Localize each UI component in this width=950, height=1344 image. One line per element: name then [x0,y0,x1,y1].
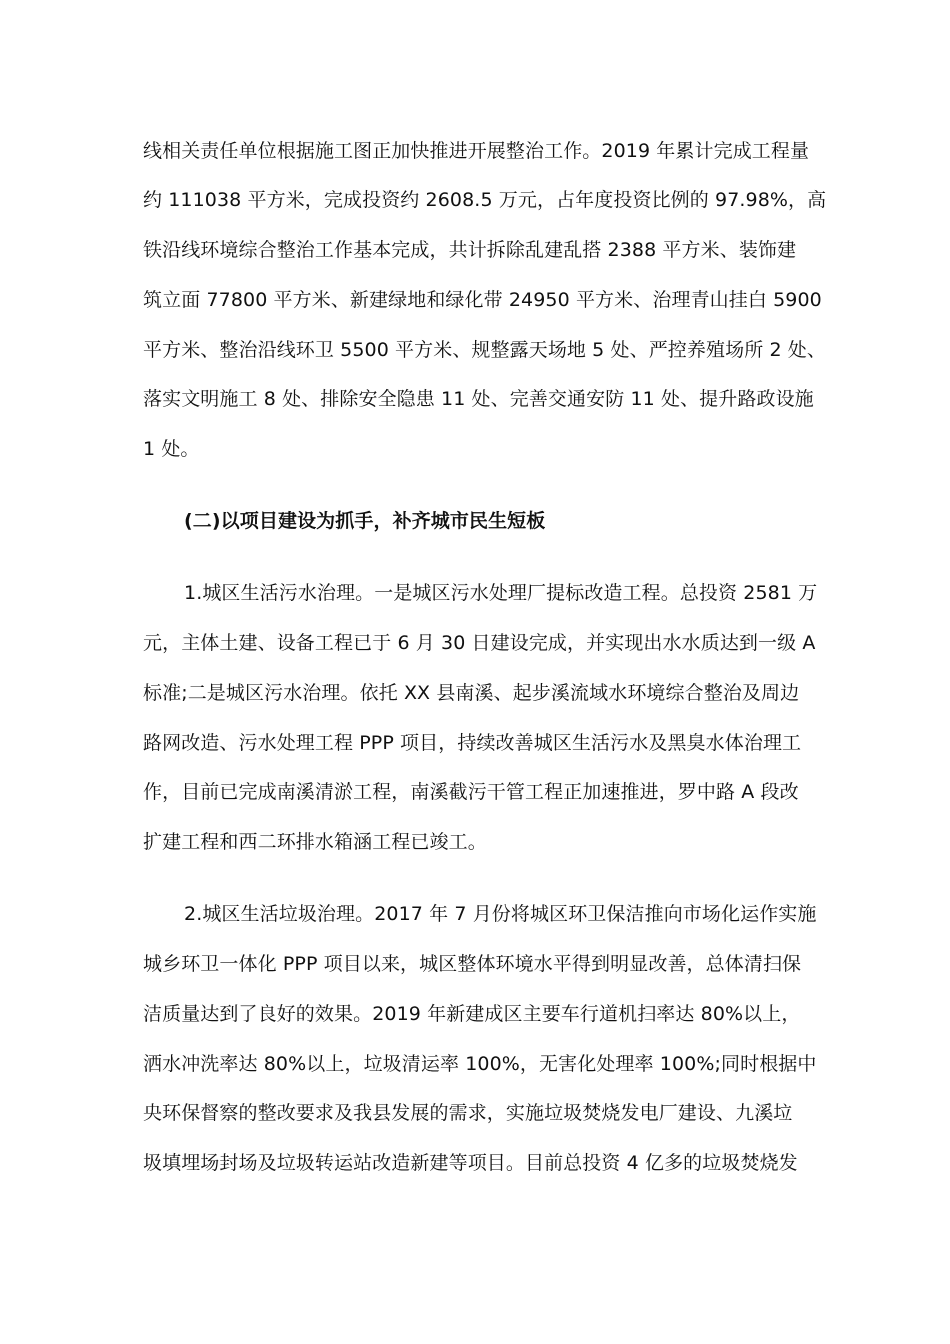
paragraph-line: 洁质量达到了良好的效果。2019 年新建成区主要车行道机扫率达 80%以上， [143,1003,801,1025]
paragraph-line: 1.城区生活污水治理。一是城区污水处理厂提标改造工程。总投资 2581 万 [184,582,818,604]
paragraph-line: 线相关责任单位根据施工图正加快推进开展整治工作。2019 年累计完成工程量 [143,140,810,162]
paragraph-line: 2.城区生活垃圾治理。2017 年 7 月份将城区环卫保洁推向市场化运作实施 [184,903,817,925]
paragraph-line: 洒水冲洗率达 80%以上，垃圾清运率 100%，无害化处理率 100%;同时根据中 [143,1053,817,1075]
paragraph-line: 约 111038 平方米，完成投资约 2608.5 万元，占年度投资比例的 97.98%，高 [143,189,827,211]
paragraph-line: 圾填埋场封场及垃圾转运站改造新建等项目。目前总投资 4 亿多的垃圾焚烧发 [143,1152,798,1174]
paragraph-line: 扩建工程和西二环排水箱涵工程已竣工。 [143,831,487,853]
section-heading: (二)以项目建设为抓手，补齐城市民生短板 [184,510,546,532]
paragraph-line: 平方米、整治沿线环卫 5500 平方米、规整露天场地 5 处、严控养殖场所 2 处、 [143,339,826,361]
paragraph-line: 筑立面 77800 平方米、新建绿地和绿化带 24950 平方米、治理青山挂白 5900 [143,289,822,311]
paragraph-line: 城乡环卫一体化 PPP 项目以来，城区整体环境水平得到明显改善，总体清扫保 [143,953,802,975]
paragraph-line: 1 处。 [143,438,200,460]
paragraph-line: 标准;二是城区污水治理。依托 XX 县南溪、起步溪流域水环境综合整治及周边 [143,682,800,704]
paragraph-line: 铁沿线环境综合整治工作基本完成，共计拆除乱建乱搭 2388 平方米、装饰建 [143,239,797,261]
paragraph-line: 作，目前已完成南溪清淤工程，南溪截污干管工程正加速推进，罗中路 A 段改 [143,781,799,803]
paragraph-line: 央环保督察的整改要求及我县发展的需求，实施垃圾焚烧发电厂建设、九溪垃 [143,1102,793,1124]
paragraph-line: 路网改造、污水处理工程 PPP 项目，持续改善城区生活污水及黑臭水体治理工 [143,732,802,754]
paragraph-line: 元，主体土建、设备工程已于 6 月 30 日建设完成，并实现出水水质达到一级 A [143,632,816,654]
paragraph-line: 落实文明施工 8 处、排除安全隐患 11 处、完善交通安防 11 处、提升路政设施 [143,388,814,410]
